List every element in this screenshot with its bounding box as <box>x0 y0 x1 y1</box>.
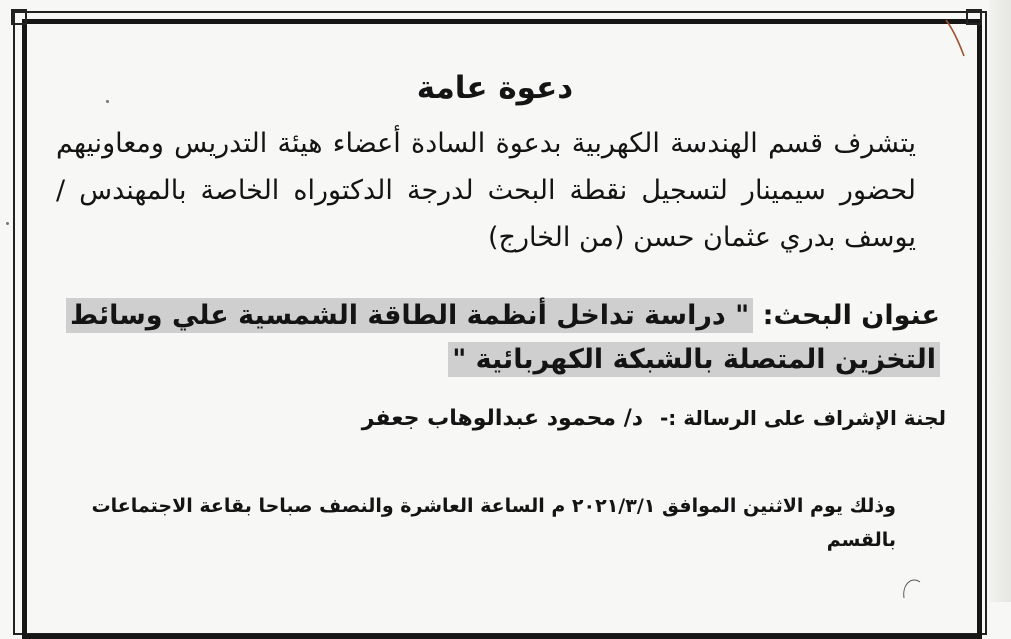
supervision-label: لجنة الإشراف على الرسالة :- <box>660 406 946 430</box>
invitation-intro: يتشرف قسم الهندسة الكهربية بدعوة السادة أعضاء هيئة التدريس ومعاونيهم لحضور سيمينار لتسجيل نقطة البحث لدرجة الدكتوراه الخاصة بالمهندس / يوسف بدري عثمان حسن (من الخارج) <box>56 128 916 253</box>
supervision-line <box>66 406 946 431</box>
corner-ornament-right <box>966 9 982 25</box>
invitation-title: دعوة عامة <box>416 70 574 106</box>
supervisor-name: د/ محمود عبدالوهاب جعفر <box>361 406 644 431</box>
invitation-page <box>40 24 950 602</box>
research-title: " دراسة تداخل أنظمة الطاقة الشمسية علي وسائط التخزين المتصلة بالشبكة الكهربائية " <box>66 298 940 377</box>
research-label: عنوان البحث: <box>762 300 940 331</box>
research-section <box>60 294 940 382</box>
corner-ornament-left <box>11 9 27 25</box>
scan-speck <box>6 222 9 225</box>
scan-edge <box>989 0 1011 602</box>
meeting-details: وذلك يوم الاثنين الموافق ٢٠٢١/٣/١ م الساعة العاشرة والنصف صباحا بقاعة الاجتماعات بالقسم <box>91 495 896 551</box>
